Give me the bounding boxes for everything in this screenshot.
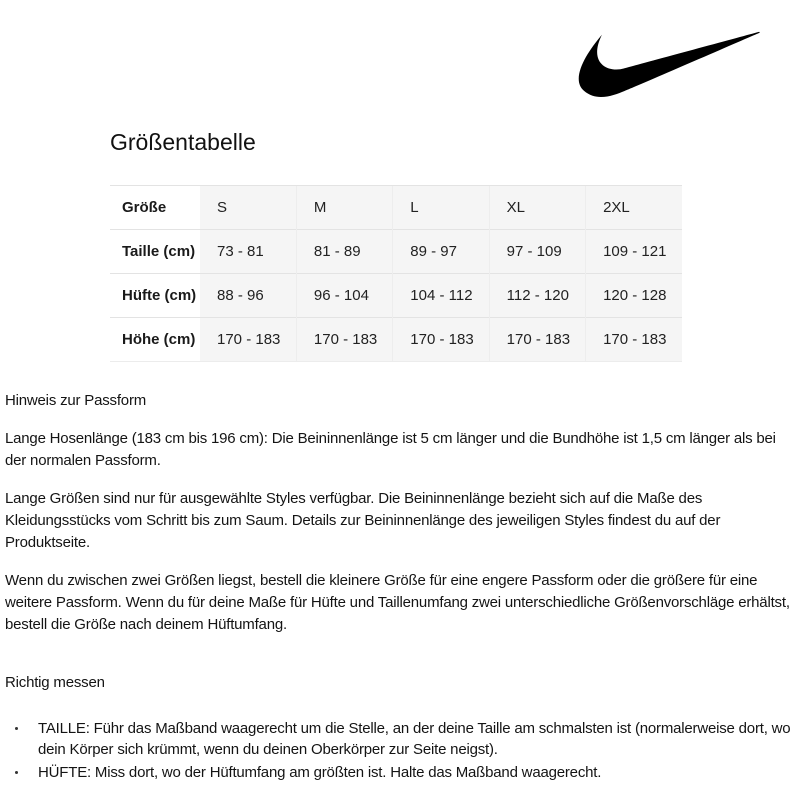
hip-2xl-cell: 120 - 128 <box>586 274 682 318</box>
fit-note-paragraph: Lange Hosenlänge (183 cm bis 196 cm): Die Beininnenlänge ist 5 cm länger und die Bundhöhe ist 1,5 cm länger als bei der normalen Passform. <box>5 430 776 469</box>
row-label-waist: Taille (cm) <box>110 230 200 274</box>
waist-s-cell: 73 - 81 <box>200 230 296 274</box>
hip-s-cell: 88 - 96 <box>200 274 296 318</box>
fit-note-paragraph: Lange Größen sind nur für ausgewählte Styles verfügbar. Die Beininnenlänge bezieht sich auf die Maße des Kleidungsstücks vom Schritt bis zum Saum. Details zur Beininnenlänge des jeweiligen Styles findest du auf der Produktseite. <box>5 490 721 551</box>
column-header-m: M <box>296 186 392 230</box>
column-header-l: L <box>393 186 489 230</box>
height-l-cell: 170 - 183 <box>393 318 489 362</box>
table-row-waist <box>110 230 682 274</box>
measuring-bullet-hip: HÜFTE: Miss dort, wo der Hüftumfang am größten ist. Halte das Maßband waagerecht. <box>38 764 602 781</box>
hip-m-cell: 96 - 104 <box>296 274 392 318</box>
fit-note-heading: Hinweis zur Passform <box>5 392 147 409</box>
row-label-hip: Hüfte (cm) <box>110 274 200 318</box>
waist-l-cell: 89 - 97 <box>393 230 489 274</box>
measuring-bullet-waist: TAILLE: Führ das Maßband waagerecht um die Stelle, an der deine Taille am schmalsten ist (normalerweise dort, wo dein Körper sich krümmt, wenn du deinen Oberkörper zur Seite neigst). <box>38 720 791 758</box>
notes-section <box>5 390 796 785</box>
column-header-size: Größe <box>110 186 200 230</box>
height-2xl-cell: 170 - 183 <box>586 318 682 362</box>
height-s-cell: 170 - 183 <box>200 318 296 362</box>
table-row-height <box>110 318 682 362</box>
height-xl-cell: 170 - 183 <box>489 318 585 362</box>
column-header-xl: XL <box>489 186 585 230</box>
column-header-2xl: 2XL <box>586 186 682 230</box>
measuring-list <box>5 718 796 783</box>
page-title: Größentabelle <box>110 129 256 155</box>
waist-m-cell: 81 - 89 <box>296 230 392 274</box>
fit-note-paragraph: Wenn du zwischen zwei Größen liegst, bestell die kleinere Größe für eine engere Passform oder die größere für eine weitere Passform. Wenn du für deine Maße für Hüfte und Taillenumfang zwei unterschiedliche Größenvorschläge erhältst, bestell die Größe nach deinem Hüftumfang. <box>5 572 790 633</box>
size-table <box>110 185 682 362</box>
waist-xl-cell: 97 - 109 <box>489 230 585 274</box>
list-item <box>5 762 796 783</box>
table-header-row <box>110 186 682 230</box>
nike-swoosh-icon <box>576 26 762 102</box>
height-m-cell: 170 - 183 <box>296 318 392 362</box>
row-label-height: Höhe (cm) <box>110 318 200 362</box>
list-item <box>5 718 796 760</box>
measuring-heading: Richtig messen <box>5 674 105 691</box>
bullet-icon <box>15 771 18 774</box>
bullet-icon <box>15 727 18 730</box>
column-header-s: S <box>200 186 296 230</box>
hip-xl-cell: 112 - 120 <box>489 274 585 318</box>
hip-l-cell: 104 - 112 <box>393 274 489 318</box>
waist-2xl-cell: 109 - 121 <box>586 230 682 274</box>
table-row-hip <box>110 274 682 318</box>
